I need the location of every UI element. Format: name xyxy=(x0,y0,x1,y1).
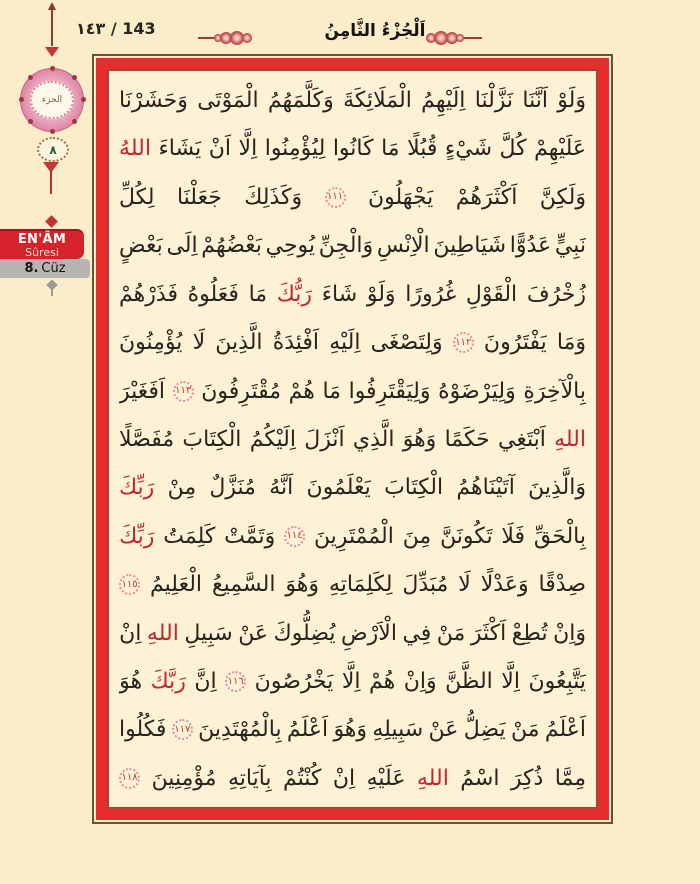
quran-word: يُؤْمِنُونَ xyxy=(119,330,183,356)
quran-word: اِلَّا xyxy=(341,669,361,695)
quran-word: وَاِنْ xyxy=(553,620,586,646)
quran-word: وَهُوَ xyxy=(402,426,437,452)
quran-page-frame xyxy=(92,54,613,824)
quran-word: سَبِيلِ xyxy=(184,620,233,646)
quran-word: فَلَا xyxy=(501,523,526,549)
quran-word: بِالْمُهْتَدِينَ xyxy=(198,717,282,743)
quran-word: شَيَاطِينَ xyxy=(433,233,507,259)
quran-word: مِنَ xyxy=(402,523,432,549)
quran-word: وَلِيَقْتَرِفُوا xyxy=(348,378,431,404)
quran-word: الظَّنَّ xyxy=(445,669,493,695)
quran-word: وَكَذَلِكَ xyxy=(244,184,303,210)
quran-word: فِي xyxy=(402,620,432,646)
quran-word: اَنْ xyxy=(208,136,232,162)
quran-word: اِلَيْكُمُ xyxy=(249,426,296,452)
juz-number-oval: ٨ xyxy=(37,137,69,162)
divine-word: رَبُّكَ xyxy=(276,281,313,307)
quran-word: يُوحِي xyxy=(265,233,316,259)
quran-word: غُرُورًا xyxy=(405,281,457,307)
quran-word: ذُكِرَ xyxy=(510,765,544,791)
quran-line xyxy=(119,464,586,511)
quran-word: الَّذِي xyxy=(352,426,395,452)
quran-word: يَضِلُّ xyxy=(463,717,506,743)
quran-word: وَلَوْ xyxy=(366,281,396,307)
quran-line xyxy=(119,319,586,366)
quran-word: وَهُوَ xyxy=(333,717,368,743)
quran-line xyxy=(119,513,586,560)
quran-line xyxy=(119,77,586,124)
quran-line xyxy=(119,561,586,608)
quran-word: زُخْرُفَ xyxy=(526,281,586,307)
quran-word: اِنْ xyxy=(332,765,356,791)
verse-number-medallion: ١١٧ xyxy=(172,719,193,740)
quran-word: وَلَوْ xyxy=(557,88,586,113)
quran-word: وَلِتَصْغَى xyxy=(370,330,443,356)
quran-word: لِيُؤْمِنُوا xyxy=(264,136,326,162)
quran-word: اِلَى xyxy=(166,233,198,259)
quran-word: نَزَّلْنَا xyxy=(474,88,514,113)
quran-word: لِكَلِمَاتِهِ xyxy=(328,572,393,598)
quran-word: مِنْ xyxy=(167,475,197,501)
quran-word: الَّذِينَ xyxy=(215,330,263,356)
verse-number-medallion: ١١٥ xyxy=(119,574,140,595)
quran-word: الْمَلَائِكَةَ xyxy=(343,88,412,113)
quran-line xyxy=(119,755,586,802)
quran-word: قُبُلًا xyxy=(407,136,438,162)
quran-word: تُطِعْ xyxy=(511,620,548,646)
juz-header-title: اَلْجُزْءُ الثَّامِنُ xyxy=(324,21,426,41)
surah-word: Sûresi xyxy=(25,245,59,259)
divine-word: رَبِّكَ xyxy=(119,475,155,501)
strip-ornament-stem-icon xyxy=(51,289,53,296)
quran-line xyxy=(119,658,586,705)
quran-word: اَبْتَغِي xyxy=(498,426,546,452)
quran-word: وَالَّذِينَ xyxy=(528,475,586,501)
quran-word: مُؤْمِنِينَ xyxy=(151,765,217,791)
divider-dash xyxy=(464,37,482,39)
quran-line xyxy=(119,416,586,463)
quran-word: اَعْلَمُ xyxy=(544,717,586,743)
divine-word: اللهِ xyxy=(416,765,449,791)
quran-word: يُضِلُّوكَ xyxy=(273,620,336,646)
quran-word: يَجْهَلُونَ xyxy=(368,184,434,210)
quran-word: فَعَلُوهُ xyxy=(187,281,239,307)
quran-word: عَنْ xyxy=(428,717,459,743)
quran-word: يَشَاءَ xyxy=(158,136,202,162)
quran-word: هُمْ xyxy=(369,669,396,695)
medallion-petal-dots-icon xyxy=(50,66,55,71)
quran-word: الْكِتَابَ xyxy=(384,475,444,501)
quran-word: يَخْرُصُونَ xyxy=(254,669,334,695)
verse-number-medallion: ١١٨ xyxy=(119,768,140,789)
quran-word: بَعْضٍ xyxy=(119,233,163,259)
quran-word: مَا xyxy=(248,281,268,307)
pin-arrow-icon xyxy=(45,47,59,57)
quran-word: بِالْآخِرَةِ xyxy=(523,378,586,404)
quran-word: شَيْءٍ xyxy=(444,136,493,162)
quran-word: وَاِنْ xyxy=(403,669,437,695)
quran-word: عَنْ xyxy=(238,620,269,646)
quran-line xyxy=(119,174,586,221)
divine-word: اللهُ xyxy=(119,136,151,162)
quran-word: اِنْ xyxy=(119,620,142,646)
quran-word: اِلَيْهِمُ xyxy=(421,88,466,113)
badge-fleur-icon xyxy=(45,215,58,228)
quran-word: اَكْثَرَ xyxy=(470,620,507,646)
quran-line xyxy=(119,368,586,415)
quran-word: كُنْتُمْ xyxy=(283,765,322,791)
quran-line xyxy=(119,271,586,318)
quran-word: وَعَدْلًا xyxy=(480,572,529,598)
quran-word: هُوَ xyxy=(119,669,143,695)
quran-word: اَفْئِدَةُ xyxy=(272,330,320,356)
quran-word: آتَيْنَاهُمُ xyxy=(456,475,515,501)
quran-word: شَاءَ xyxy=(321,281,358,307)
quran-word: لِكُلِّ xyxy=(119,184,155,210)
quran-word: الْمُمْتَرِينَ xyxy=(313,523,394,549)
quran-word: يَفْتَرُونَ xyxy=(483,330,547,356)
quran-word: الْمَوْتَى xyxy=(197,88,259,113)
quran-word: وَتَمَّتْ xyxy=(224,523,276,549)
quran-word: لَا xyxy=(458,572,471,598)
quran-word: الْاِنْسِ xyxy=(376,233,430,259)
quran-word: نَبِيٍّ xyxy=(554,233,586,259)
quran-word: وَهُوَ xyxy=(285,572,319,598)
quran-word: عَلَيْهِمْ xyxy=(534,136,586,162)
quran-word: مَا xyxy=(322,378,341,404)
quran-word: مُفَصَّلًا xyxy=(119,426,175,452)
verse-number-medallion: ١١٣ xyxy=(173,381,194,402)
quran-word: اَفَغَيْرَ xyxy=(119,378,166,404)
quran-word: اَنَّهُ xyxy=(269,475,294,501)
pin-line-icon xyxy=(51,9,53,46)
quran-word: وَلِيَرْضَوْهُ xyxy=(438,378,516,404)
floral-divider-right-icon xyxy=(428,31,482,45)
quran-word: مَنْ xyxy=(436,620,466,646)
quran-word: لَا xyxy=(192,330,206,356)
quran-word: مِمَّا xyxy=(554,765,586,791)
quran-word: وَمَا xyxy=(556,330,586,356)
quran-word: بِالْحَقِّ xyxy=(533,523,586,549)
verse-number-medallion: ١١٦ xyxy=(225,671,246,692)
quran-word: اسْمُ xyxy=(460,765,500,791)
quran-word: عَلَيْهِ xyxy=(366,765,406,791)
quran-word: الْقَوْلِ xyxy=(465,281,518,307)
floral-divider-left-icon xyxy=(198,31,252,45)
divine-word: اللهِ xyxy=(146,620,179,646)
quran-word: اَنَّنَا xyxy=(522,88,548,113)
quran-word: السَّمِيعُ xyxy=(211,572,276,598)
quran-line xyxy=(119,222,586,269)
quran-text-area xyxy=(107,69,598,809)
quran-word: صِدْقًا xyxy=(538,572,586,598)
quran-word: الْاَرْضِ xyxy=(341,620,397,646)
quran-word: سَبِيلِهِ xyxy=(372,717,424,743)
quran-word: مُبَدِّلَ xyxy=(402,572,449,598)
finial-stem-icon xyxy=(50,170,52,194)
quran-word: تَكُونَنَّ xyxy=(440,523,493,549)
quran-frame-red-border xyxy=(96,58,609,820)
quran-word: وَحَشَرْنَا xyxy=(119,88,188,113)
quran-word: كَانُوا xyxy=(332,136,374,162)
verse-number-medallion: ١١١ xyxy=(325,187,346,208)
quran-word: فَكُلُوا xyxy=(119,717,167,743)
page-number: ١٤٣ / 143 xyxy=(76,19,156,38)
quran-word: حَكَمًا xyxy=(444,426,490,452)
quran-word: مَنْ xyxy=(510,717,540,743)
surah-name: EN'ÂM xyxy=(17,231,67,247)
quran-word: وَلَكِنَّ xyxy=(539,184,586,210)
quran-word: كَلِمَتُ xyxy=(163,523,216,549)
juz-medallion-label: الجزء xyxy=(30,81,74,119)
quran-word: اَكْثَرَهُمْ xyxy=(455,184,518,210)
quran-word: مُقْتَرِفُونَ xyxy=(201,378,281,404)
surah-name-badge xyxy=(0,229,84,259)
quran-word: اِنَّ xyxy=(194,669,217,695)
quran-word: وَكَلَّمَهُمُ xyxy=(267,88,334,113)
cuz-number: 8. xyxy=(24,261,39,276)
quran-line xyxy=(119,610,586,657)
cuz-word: Cüz xyxy=(41,261,66,276)
quran-word: مَا xyxy=(381,136,400,162)
verse-number-medallion: ١١٤ xyxy=(284,526,305,547)
quran-word: اِلَّا xyxy=(238,136,258,162)
divine-word: اللهِ xyxy=(554,426,586,452)
quran-word: اَنْزَلَ xyxy=(304,426,345,452)
juz-medallion xyxy=(20,68,84,132)
quran-word: فَذَرْهُمْ xyxy=(119,281,178,307)
quran-word: بِآيَاتِهِ xyxy=(227,765,272,791)
quran-word: بَعْضُهُمْ xyxy=(201,233,262,259)
verse-number-medallion: ١١٢ xyxy=(453,332,474,353)
cuz-strip xyxy=(0,259,90,278)
quran-word: اَعْلَمُ xyxy=(286,717,329,743)
divine-word: رَبِّكَ xyxy=(119,523,155,549)
quran-word: عَدُوًّا xyxy=(509,233,552,259)
quran-word: الْكِتَابَ xyxy=(182,426,242,452)
quran-word: يَعْلَمُونَ xyxy=(306,475,371,501)
quran-word: اِلَيْهِ xyxy=(329,330,361,356)
quran-line xyxy=(119,706,586,753)
quran-word: هُمْ xyxy=(288,378,315,404)
quran-word: وَالْجِنِّ xyxy=(318,233,374,259)
quran-word: مُنَزَّلٌ xyxy=(209,475,256,501)
quran-line xyxy=(119,125,586,172)
divine-word: رَبَّكَ xyxy=(150,669,186,695)
quran-word: جَعَلْنَا xyxy=(176,184,222,210)
quran-word: الْعَلِيمُ xyxy=(150,572,203,598)
quran-word: كُلَّ xyxy=(499,136,527,162)
quran-word: يَتَّبِعُونَ xyxy=(528,669,586,695)
quran-word: اِلَّا xyxy=(501,669,520,695)
